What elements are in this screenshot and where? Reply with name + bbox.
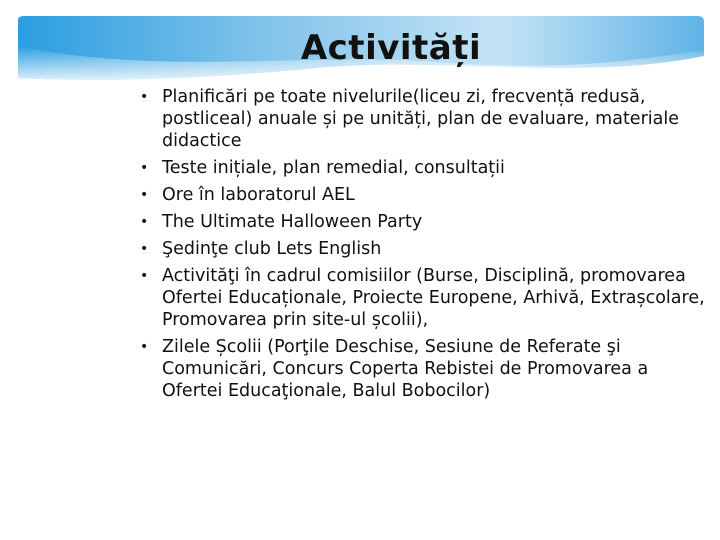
list-item-text: Teste inițiale, plan remedial, consultații bbox=[162, 158, 505, 178]
list-item-text: Şedinţe club Lets English bbox=[162, 239, 382, 259]
bullet-icon: • bbox=[140, 89, 149, 105]
list-item-text: Planificări pe toate nivelurile(liceu zi, frecvență redusă, postliceal) anuale și pe unități, plan de evaluare, materiale didactice bbox=[162, 87, 679, 151]
list-item-text: Zilele Școlii (Porţile Deschise, Sesiune de Referate şi Comunicări, Concurs Coperta Rebistei de Promovarea a Ofertei Educaţionale, Balul Bobocilor) bbox=[162, 337, 649, 401]
bullet-icon: • bbox=[140, 187, 149, 203]
bullet-list bbox=[136, 86, 706, 407]
bullet-icon: • bbox=[140, 160, 149, 176]
list-item-text: The Ultimate Halloween Party bbox=[162, 212, 423, 232]
list-item-text: Ore în laboratorul AEL bbox=[162, 185, 355, 205]
list-item bbox=[136, 86, 706, 152]
list-item bbox=[136, 157, 706, 179]
bullet-icon: • bbox=[140, 214, 149, 230]
bullet-icon: • bbox=[140, 268, 149, 284]
bullet-icon: • bbox=[140, 241, 149, 257]
list-item bbox=[136, 238, 706, 260]
list-item bbox=[136, 211, 706, 233]
slide-title: Activități bbox=[300, 28, 482, 68]
title-banner bbox=[18, 16, 704, 82]
list-item bbox=[136, 336, 706, 402]
list-item bbox=[136, 265, 706, 331]
list-item bbox=[136, 184, 706, 206]
bullet-icon: • bbox=[140, 339, 149, 355]
list-item-text: Activităţi în cadrul comisiilor (Burse, Disciplină, promovarea Ofertei Educaționale, Proiecte Europene, Arhivă, Extrașcolare, Promovarea prin site-ul școlii), bbox=[162, 266, 705, 330]
